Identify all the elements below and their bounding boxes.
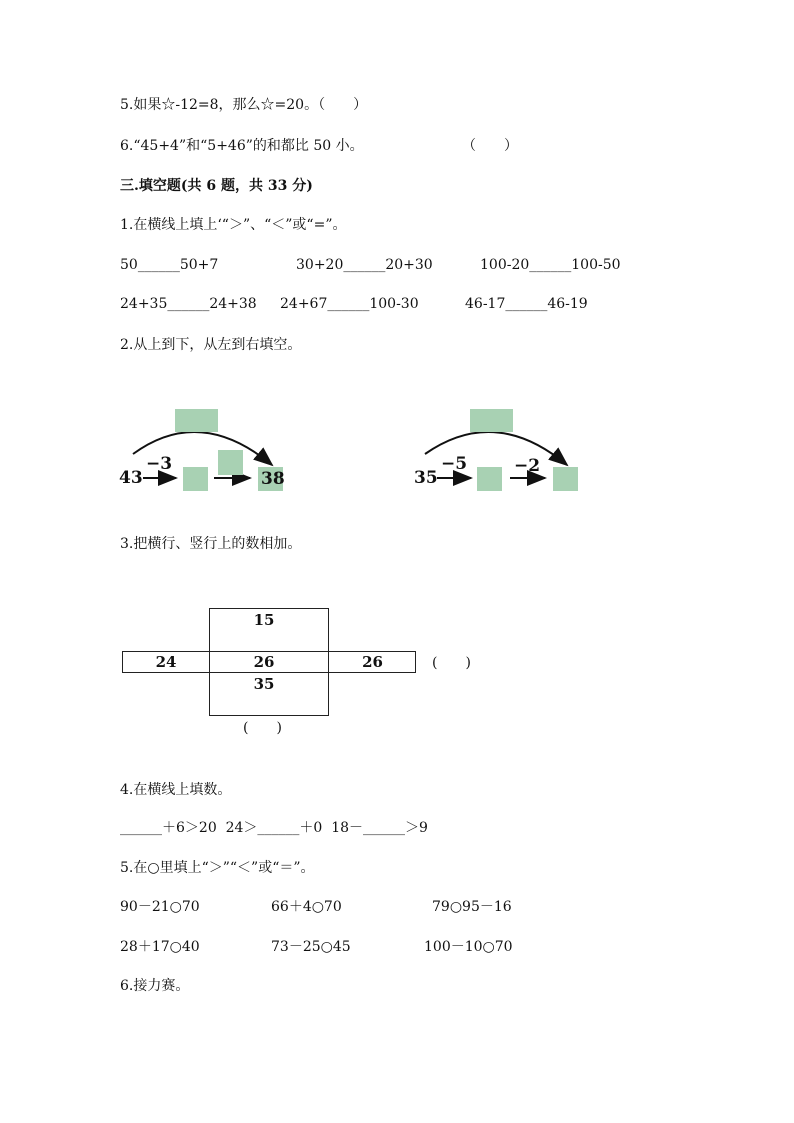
q2-right-op1: −5	[441, 454, 468, 474]
q3-column-answer-paren: ( )	[243, 720, 282, 736]
q3-center-number: 26	[253, 653, 275, 671]
q1-item: 100-20______100-50	[480, 257, 621, 273]
judgement-q6-answer-paren: （ ）	[462, 138, 518, 154]
q5-item: 28＋17○40	[120, 939, 200, 955]
q2-right-start: 35	[414, 468, 438, 488]
q2-right-end-box[interactable]	[553, 467, 578, 491]
q1-item: 24+35______24+38	[120, 296, 257, 312]
q2-left-op1: −3	[146, 454, 173, 474]
q2-title: 2.从上到下，从左到右填空。	[120, 337, 302, 353]
q2-left-small-box[interactable]	[218, 450, 243, 475]
q3-left-number: 24	[155, 653, 177, 671]
q5-item: 66＋4○70	[271, 899, 342, 915]
section-title: 三.填空题(共 6 题，共 33 分)	[120, 178, 313, 194]
q1-item: 46-17______46-19	[465, 296, 588, 312]
judgement-q5: 5.如果☆-12=8，那么☆=20。（ ）	[120, 97, 368, 113]
q2-right-middle-box[interactable]	[477, 467, 502, 491]
q5-item: 90－21○70	[120, 899, 200, 915]
q2-right-op2: −2	[514, 456, 541, 476]
q6-title: 6.接力赛。	[120, 978, 190, 994]
q2-left-top-box[interactable]	[175, 409, 218, 432]
q3-row-answer-paren: ( )	[432, 655, 471, 671]
q3-right-number: 26	[362, 653, 383, 671]
q5-title: 5.在○里填上“＞”“＜”或“＝”。	[120, 860, 315, 876]
q5-item: 73－25○45	[271, 939, 351, 955]
q3-title: 3.把横行、竖行上的数相加。	[120, 536, 302, 552]
q2-left-start: 43	[119, 468, 143, 488]
q2-left-middle-box[interactable]	[183, 467, 208, 491]
q2-left-end: 38	[261, 469, 285, 489]
q1-item: 24+67______100-30	[280, 296, 419, 312]
q1-title: 1.在横线上填上‘“＞”、“＜”或“=”。	[120, 217, 347, 233]
q3-top-number: 15	[253, 611, 275, 629]
q4-title: 4.在横线上填数。	[120, 782, 232, 798]
q1-item: 50______50+7	[120, 257, 219, 273]
q3-bottom-number: 35	[253, 675, 275, 693]
q4-items: ______＋6＞20 24＞______＋0 18－______＞9	[120, 820, 428, 836]
q2-right-top-box[interactable]	[470, 409, 513, 432]
q1-item: 30+20______20+30	[296, 257, 433, 273]
q5-item: 100－10○70	[424, 939, 513, 955]
judgement-q6: 6.“45+4”和“5+46”的和都比 50 小。	[120, 138, 364, 154]
q5-item: 79○95－16	[432, 899, 512, 915]
